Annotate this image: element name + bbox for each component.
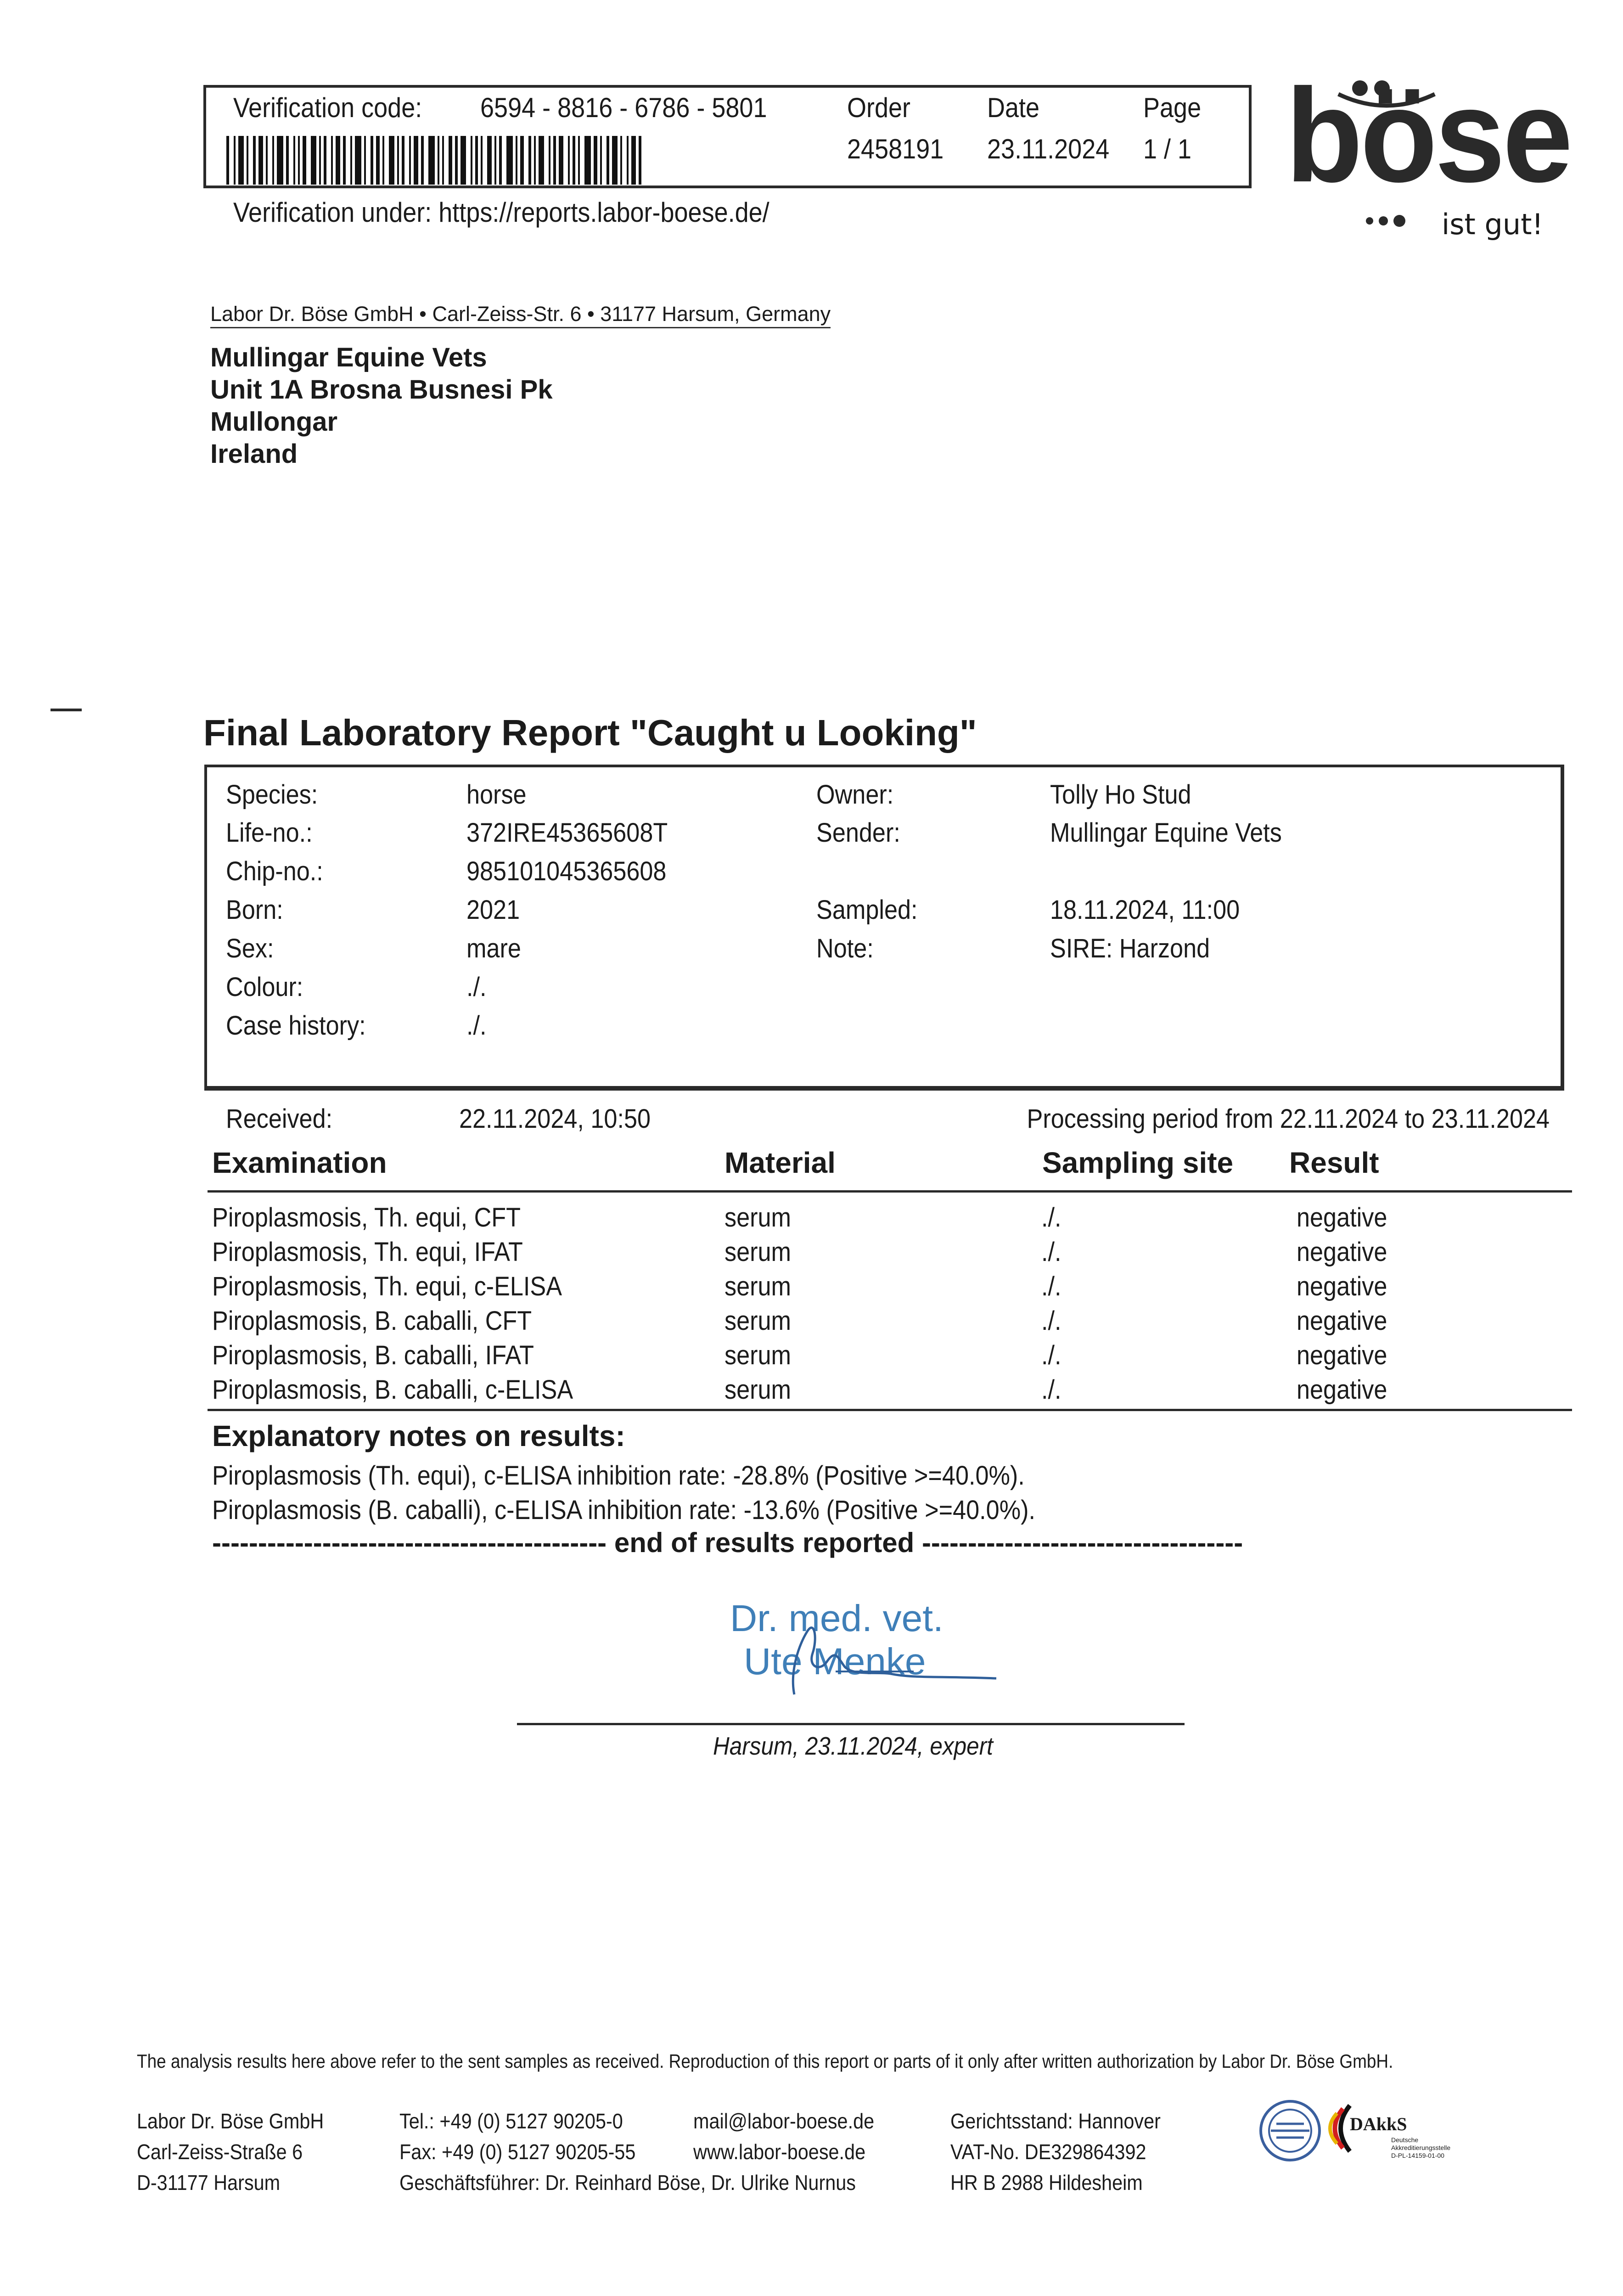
col-header-sampling-site: Sampling site <box>1042 1146 1234 1179</box>
barcode-bar <box>539 136 544 185</box>
chip-no-value: 985101045365608 <box>466 856 667 886</box>
verification-url: Verification under: https://reports.labor-boese.de/ <box>233 197 769 228</box>
barcode-bar <box>631 136 636 185</box>
row-material: serum <box>724 1203 792 1232</box>
barcode-bar <box>438 136 439 185</box>
slogan-dots <box>1366 215 1411 227</box>
row-material: serum <box>724 1272 792 1301</box>
page-label: Page <box>1143 92 1202 123</box>
footer-company: Labor Dr. Böse GmbH <box>137 2109 324 2133</box>
footer-fax: Fax: +49 (0) 5127 90205-55 <box>399 2140 636 2164</box>
barcode-bar <box>350 136 352 185</box>
barcode-bar <box>364 136 366 185</box>
species-label: Species: <box>226 780 318 810</box>
logo-wordmark: böse <box>1286 61 1571 210</box>
barcode-bar <box>594 136 597 185</box>
note-value: SIRE: Harzond <box>1050 934 1210 963</box>
barcode-bar <box>455 136 458 185</box>
signature-place-date: Harsum, 23.11.2024, expert <box>713 1732 993 1760</box>
barcode-bar <box>639 136 641 185</box>
row-site: ./. <box>1041 1272 1061 1301</box>
row-result: negative <box>1297 1272 1387 1301</box>
barcode-bar <box>421 136 424 185</box>
barcode-bar <box>549 136 550 185</box>
row-exam: Piroplasmosis, Th. equi, c-ELISA <box>212 1272 562 1301</box>
barcode-bar <box>627 136 629 185</box>
barcode-bar <box>234 136 236 185</box>
barcode-bar <box>568 136 570 185</box>
barcode-bar <box>449 136 452 185</box>
born-label: Born: <box>226 895 283 925</box>
born-value: 2021 <box>466 895 520 925</box>
barcode-bar <box>355 136 361 185</box>
row-site: ./. <box>1041 1237 1061 1267</box>
sender-address-line: Labor Dr. Böse GmbH • Carl-Zeiss-Str. 6 • 31177 Harsum, Germany <box>210 302 831 328</box>
barcode-bar <box>578 136 580 185</box>
row-result: negative <box>1297 1340 1387 1370</box>
footer-phone: Tel.: +49 (0) 5127 90205-0 <box>399 2109 623 2133</box>
barcode-bar <box>499 136 502 185</box>
received-label: Received: <box>226 1104 333 1134</box>
row-material: serum <box>724 1375 792 1405</box>
row-exam: Piroplasmosis, B. caballi, CFT <box>212 1306 532 1336</box>
barcode-bar <box>272 136 274 185</box>
dakks-sub1: Deutsche <box>1391 2136 1419 2144</box>
barcode-bar <box>475 136 478 185</box>
barcode-bar <box>428 136 435 185</box>
sampled-label: Sampled: <box>816 895 918 925</box>
recipient-line-2: Unit 1A Brosna Busnesi Pk <box>210 375 553 405</box>
report-title: Final Laboratory Report "Caught u Looking" <box>203 712 977 753</box>
barcode-bar <box>253 136 256 185</box>
barcode-bar <box>324 136 326 185</box>
barcode-bar <box>331 136 333 185</box>
sender-label: Sender: <box>816 818 900 848</box>
recipient-line-3: Mullongar <box>210 407 338 437</box>
footer-email: mail@labor-boese.de <box>693 2109 875 2133</box>
footer-disclaimer: The analysis results here above refer to the sent samples as received. Reproduction of this report or parts of it only after written authorization by Labor Dr. Böse GmbH. <box>137 2050 1393 2072</box>
life-no-label: Life-no.: <box>226 818 313 848</box>
owner-label: Owner: <box>816 780 894 810</box>
dakks-subtext <box>1391 2136 1450 2159</box>
patient-info-box <box>204 765 1564 1091</box>
barcode-bar <box>442 136 444 185</box>
barcode-bar <box>402 136 404 185</box>
footer-register: HR B 2988 Hildesheim <box>950 2171 1143 2195</box>
footer-website: www.labor-boese.de <box>693 2140 866 2164</box>
barcode-bar <box>389 136 394 185</box>
barcode-bar <box>620 136 622 185</box>
barcode-bar <box>607 136 609 185</box>
end-of-results: ------------------------------------------- end of results reported ----------------------------------- <box>212 1527 1243 1558</box>
order-value: 2458191 <box>847 134 944 164</box>
row-material: serum <box>724 1306 792 1336</box>
life-no-value: 372IRE45365608T <box>466 818 668 848</box>
barcode-bar <box>487 136 492 185</box>
barcode-bar <box>226 136 229 185</box>
row-exam: Piroplasmosis, Th. equi, CFT <box>212 1203 521 1232</box>
page-value: 1 / 1 <box>1143 134 1192 164</box>
row-site: ./. <box>1041 1375 1061 1405</box>
barcode-bar <box>376 136 380 185</box>
colour-label: Colour: <box>226 972 303 1002</box>
handwritten-signature <box>739 1603 1005 1699</box>
row-result: negative <box>1297 1375 1387 1405</box>
barcode-bar <box>336 136 340 185</box>
footer-vat: VAT-No. DE329864392 <box>950 2140 1146 2164</box>
barcode-bar <box>238 136 244 185</box>
col-header-result: Result <box>1289 1146 1379 1179</box>
footer-managers: Geschäftsführer: Dr. Reinhard Böse, Dr. Ulrike Nurnus <box>399 2171 856 2195</box>
col-header-examination: Examination <box>212 1146 387 1179</box>
barcode-bar <box>277 136 283 185</box>
row-material: serum <box>724 1340 792 1370</box>
sex-value: mare <box>466 934 521 963</box>
row-site: ./. <box>1041 1340 1061 1370</box>
barcode-bar <box>298 136 300 185</box>
note-label: Note: <box>816 934 874 963</box>
dakks-label: DAkkS <box>1350 2114 1407 2134</box>
note-line-1: Piroplasmosis (Th. equi), c-ELISA inhibition rate: -28.8% (Positive >=40.0%). <box>212 1461 1025 1491</box>
barcode-bar <box>266 136 268 185</box>
certification-seal-icon <box>1258 2099 1322 2163</box>
date-label: Date <box>987 92 1040 123</box>
row-result: negative <box>1297 1237 1387 1267</box>
barcode-bar <box>506 136 513 185</box>
barcode-bar <box>494 136 496 185</box>
table-header-rule <box>208 1190 1572 1193</box>
date-value: 23.11.2024 <box>987 134 1110 164</box>
chip-no-label: Chip-no.: <box>226 856 323 886</box>
barcode-bar <box>397 136 399 185</box>
row-result: negative <box>1297 1203 1387 1232</box>
barcode-bar <box>382 136 384 185</box>
barcode-bar <box>600 136 602 185</box>
recipient-line-1: Mullingar Equine Vets <box>210 343 487 372</box>
barcode-bar <box>311 136 316 185</box>
case-history-label: Case history: <box>226 1011 366 1041</box>
footer-court: Gerichtsstand: Hannover <box>950 2109 1161 2133</box>
barcode-bar <box>258 136 263 185</box>
note-line-2: Piroplasmosis (B. caballi), c-ELISA inhibition rate: -13.6% (Positive >=40.0%). <box>212 1495 1036 1525</box>
order-label: Order <box>847 92 911 123</box>
barcode-bar <box>319 136 321 185</box>
barcode-bar <box>481 136 483 185</box>
sampled-value: 18.11.2024, 11:00 <box>1050 895 1240 925</box>
dakks-sub2: Akkreditierungsstelle <box>1391 2144 1451 2151</box>
barcode-bar <box>612 136 618 185</box>
row-material: serum <box>724 1237 792 1267</box>
barcode-bar <box>409 136 411 185</box>
row-exam: Piroplasmosis, B. caballi, c-ELISA <box>212 1375 573 1405</box>
sex-label: Sex: <box>226 934 274 963</box>
barcode-bar <box>520 136 524 185</box>
barcode-bar <box>553 136 556 185</box>
sender-value: Mullingar Equine Vets <box>1050 818 1282 848</box>
species-value: horse <box>466 780 527 810</box>
processing-period: Processing period from 22.11.2024 to 23.11.2024 <box>1027 1104 1550 1134</box>
barcode-bar <box>303 136 306 185</box>
row-site: ./. <box>1041 1306 1061 1336</box>
footer-city: D-31177 Harsum <box>137 2171 281 2195</box>
verification-code: 6594 - 8816 - 6786 - 5801 <box>480 92 767 123</box>
dakks-code: D-PL-14159-01-00 <box>1391 2151 1444 2159</box>
row-site: ./. <box>1041 1203 1061 1232</box>
signature-name: Ute Menke <box>744 1641 926 1683</box>
footer-street: Carl-Zeiss-Straße 6 <box>137 2140 303 2164</box>
fold-mark <box>51 709 82 711</box>
barcode-bar <box>559 136 563 185</box>
row-exam: Piroplasmosis, Th. equi, IFAT <box>212 1237 523 1267</box>
signature-title: Dr. med. vet. <box>730 1598 943 1639</box>
barcode-bar <box>516 136 517 185</box>
row-exam: Piroplasmosis, B. caballi, IFAT <box>212 1340 534 1370</box>
barcode-bar <box>293 136 295 185</box>
barcode-bar <box>461 136 466 185</box>
barcode-bar <box>286 136 289 185</box>
barcode <box>226 136 646 185</box>
barcode-bar <box>471 136 472 185</box>
table-bottom-rule <box>208 1409 1572 1411</box>
barcode-bar <box>371 136 373 185</box>
barcode-bar <box>528 136 531 185</box>
recipient-line-4: Ireland <box>210 439 298 469</box>
barcode-bar <box>414 136 418 185</box>
owner-value: Tolly Ho Stud <box>1050 780 1191 810</box>
barcode-bar <box>343 136 346 185</box>
received-value: 22.11.2024, 10:50 <box>459 1104 651 1134</box>
barcode-bar <box>573 136 575 185</box>
logo-slogan: ist gut! <box>1442 208 1544 241</box>
colour-value: ./. <box>466 972 487 1002</box>
notes-heading: Explanatory notes on results: <box>212 1419 625 1452</box>
row-result: negative <box>1297 1306 1387 1336</box>
case-history-value: ./. <box>466 1011 487 1041</box>
barcode-bar <box>584 136 591 185</box>
signature-rule <box>517 1723 1185 1725</box>
col-header-material: Material <box>724 1146 836 1179</box>
barcode-bar <box>247 136 248 185</box>
barcode-bar <box>534 136 536 185</box>
verification-label: Verification code: <box>233 92 422 123</box>
